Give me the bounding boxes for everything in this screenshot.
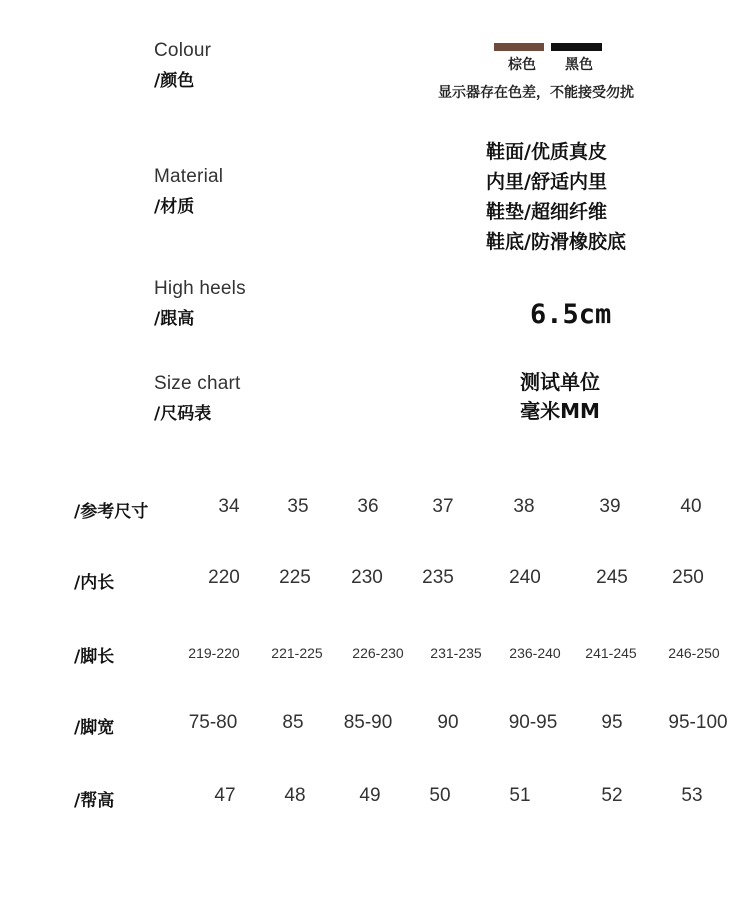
material-lining: 内里/舒适内里 (486, 171, 607, 193)
table-cell: 75-80 (188, 712, 238, 733)
table-cell: 220 (208, 567, 240, 588)
table-row-label: /帮高 (74, 791, 115, 811)
heel-height-value: 6.5cm (530, 299, 612, 330)
table-cell: 241-245 (585, 645, 637, 661)
black-swatch (551, 43, 602, 51)
material-insole: 鞋垫/超细纤维 (486, 201, 607, 223)
table-row-label: /脚长 (74, 647, 115, 667)
table-cell: 235 (422, 567, 454, 588)
table-cell: 245 (596, 567, 628, 588)
table-cell: 85 (282, 712, 304, 733)
table-cell: 226-230 (352, 645, 404, 661)
table-cell: 95 (601, 712, 623, 733)
table-cell: 38 (513, 496, 535, 517)
table-cell: 51 (509, 785, 531, 806)
table-cell: 90-95 (508, 712, 558, 733)
table-cell: 85-90 (343, 712, 393, 733)
table-cell: 225 (279, 567, 311, 588)
table-cell: 231-235 (430, 645, 482, 661)
table-cell: 250 (672, 567, 704, 588)
table-row-label: /参考尺寸 (74, 502, 149, 522)
material-sole: 鞋底/防滑橡胶底 (486, 231, 626, 253)
table-cell: 230 (351, 567, 383, 588)
table-cell: 240 (509, 567, 541, 588)
table-row-label: /内长 (74, 573, 115, 593)
brown-swatch-label: 棕色 (508, 57, 536, 73)
table-cell: 36 (357, 496, 379, 517)
table-cell: 49 (359, 785, 381, 806)
size-chart-label-en: Size chart (154, 373, 241, 394)
table-cell: 236-240 (509, 645, 561, 661)
color-difference-note: 显示器存在色差，不能接受勿扰 (438, 85, 634, 101)
table-cell: 35 (287, 496, 309, 517)
table-cell: 221-225 (271, 645, 323, 661)
measurement-unit-mm: 毫米MM (520, 399, 600, 423)
table-cell: 48 (284, 785, 306, 806)
heels-label-en: High heels (154, 278, 246, 299)
table-row-label: /脚宽 (74, 718, 115, 738)
table-cell: 52 (601, 785, 623, 806)
table-cell: 246-250 (668, 645, 720, 661)
table-cell: 37 (432, 496, 454, 517)
material-label-cn: /材质 (154, 197, 195, 217)
heels-label-cn: /跟高 (154, 309, 195, 329)
material-upper: 鞋面/优质真皮 (486, 141, 607, 163)
table-cell: 47 (214, 785, 236, 806)
table-cell: 34 (218, 496, 240, 517)
brown-swatch (494, 43, 544, 51)
size-chart-label-cn: /尺码表 (154, 404, 212, 424)
measurement-unit-title: 测试单位 (520, 370, 600, 394)
table-cell: 219-220 (188, 645, 240, 661)
material-label-en: Material (154, 166, 224, 187)
table-cell: 90 (437, 712, 459, 733)
table-cell: 39 (599, 496, 621, 517)
material-list (486, 137, 626, 257)
black-swatch-label: 黑色 (565, 57, 593, 73)
colour-label-en: Colour (154, 40, 212, 61)
colour-label-cn: /颜色 (154, 71, 195, 91)
table-cell: 40 (680, 496, 702, 517)
table-cell: 53 (681, 785, 703, 806)
table-cell: 50 (429, 785, 451, 806)
measurement-unit (480, 368, 640, 426)
table-cell: 95-100 (668, 712, 728, 733)
